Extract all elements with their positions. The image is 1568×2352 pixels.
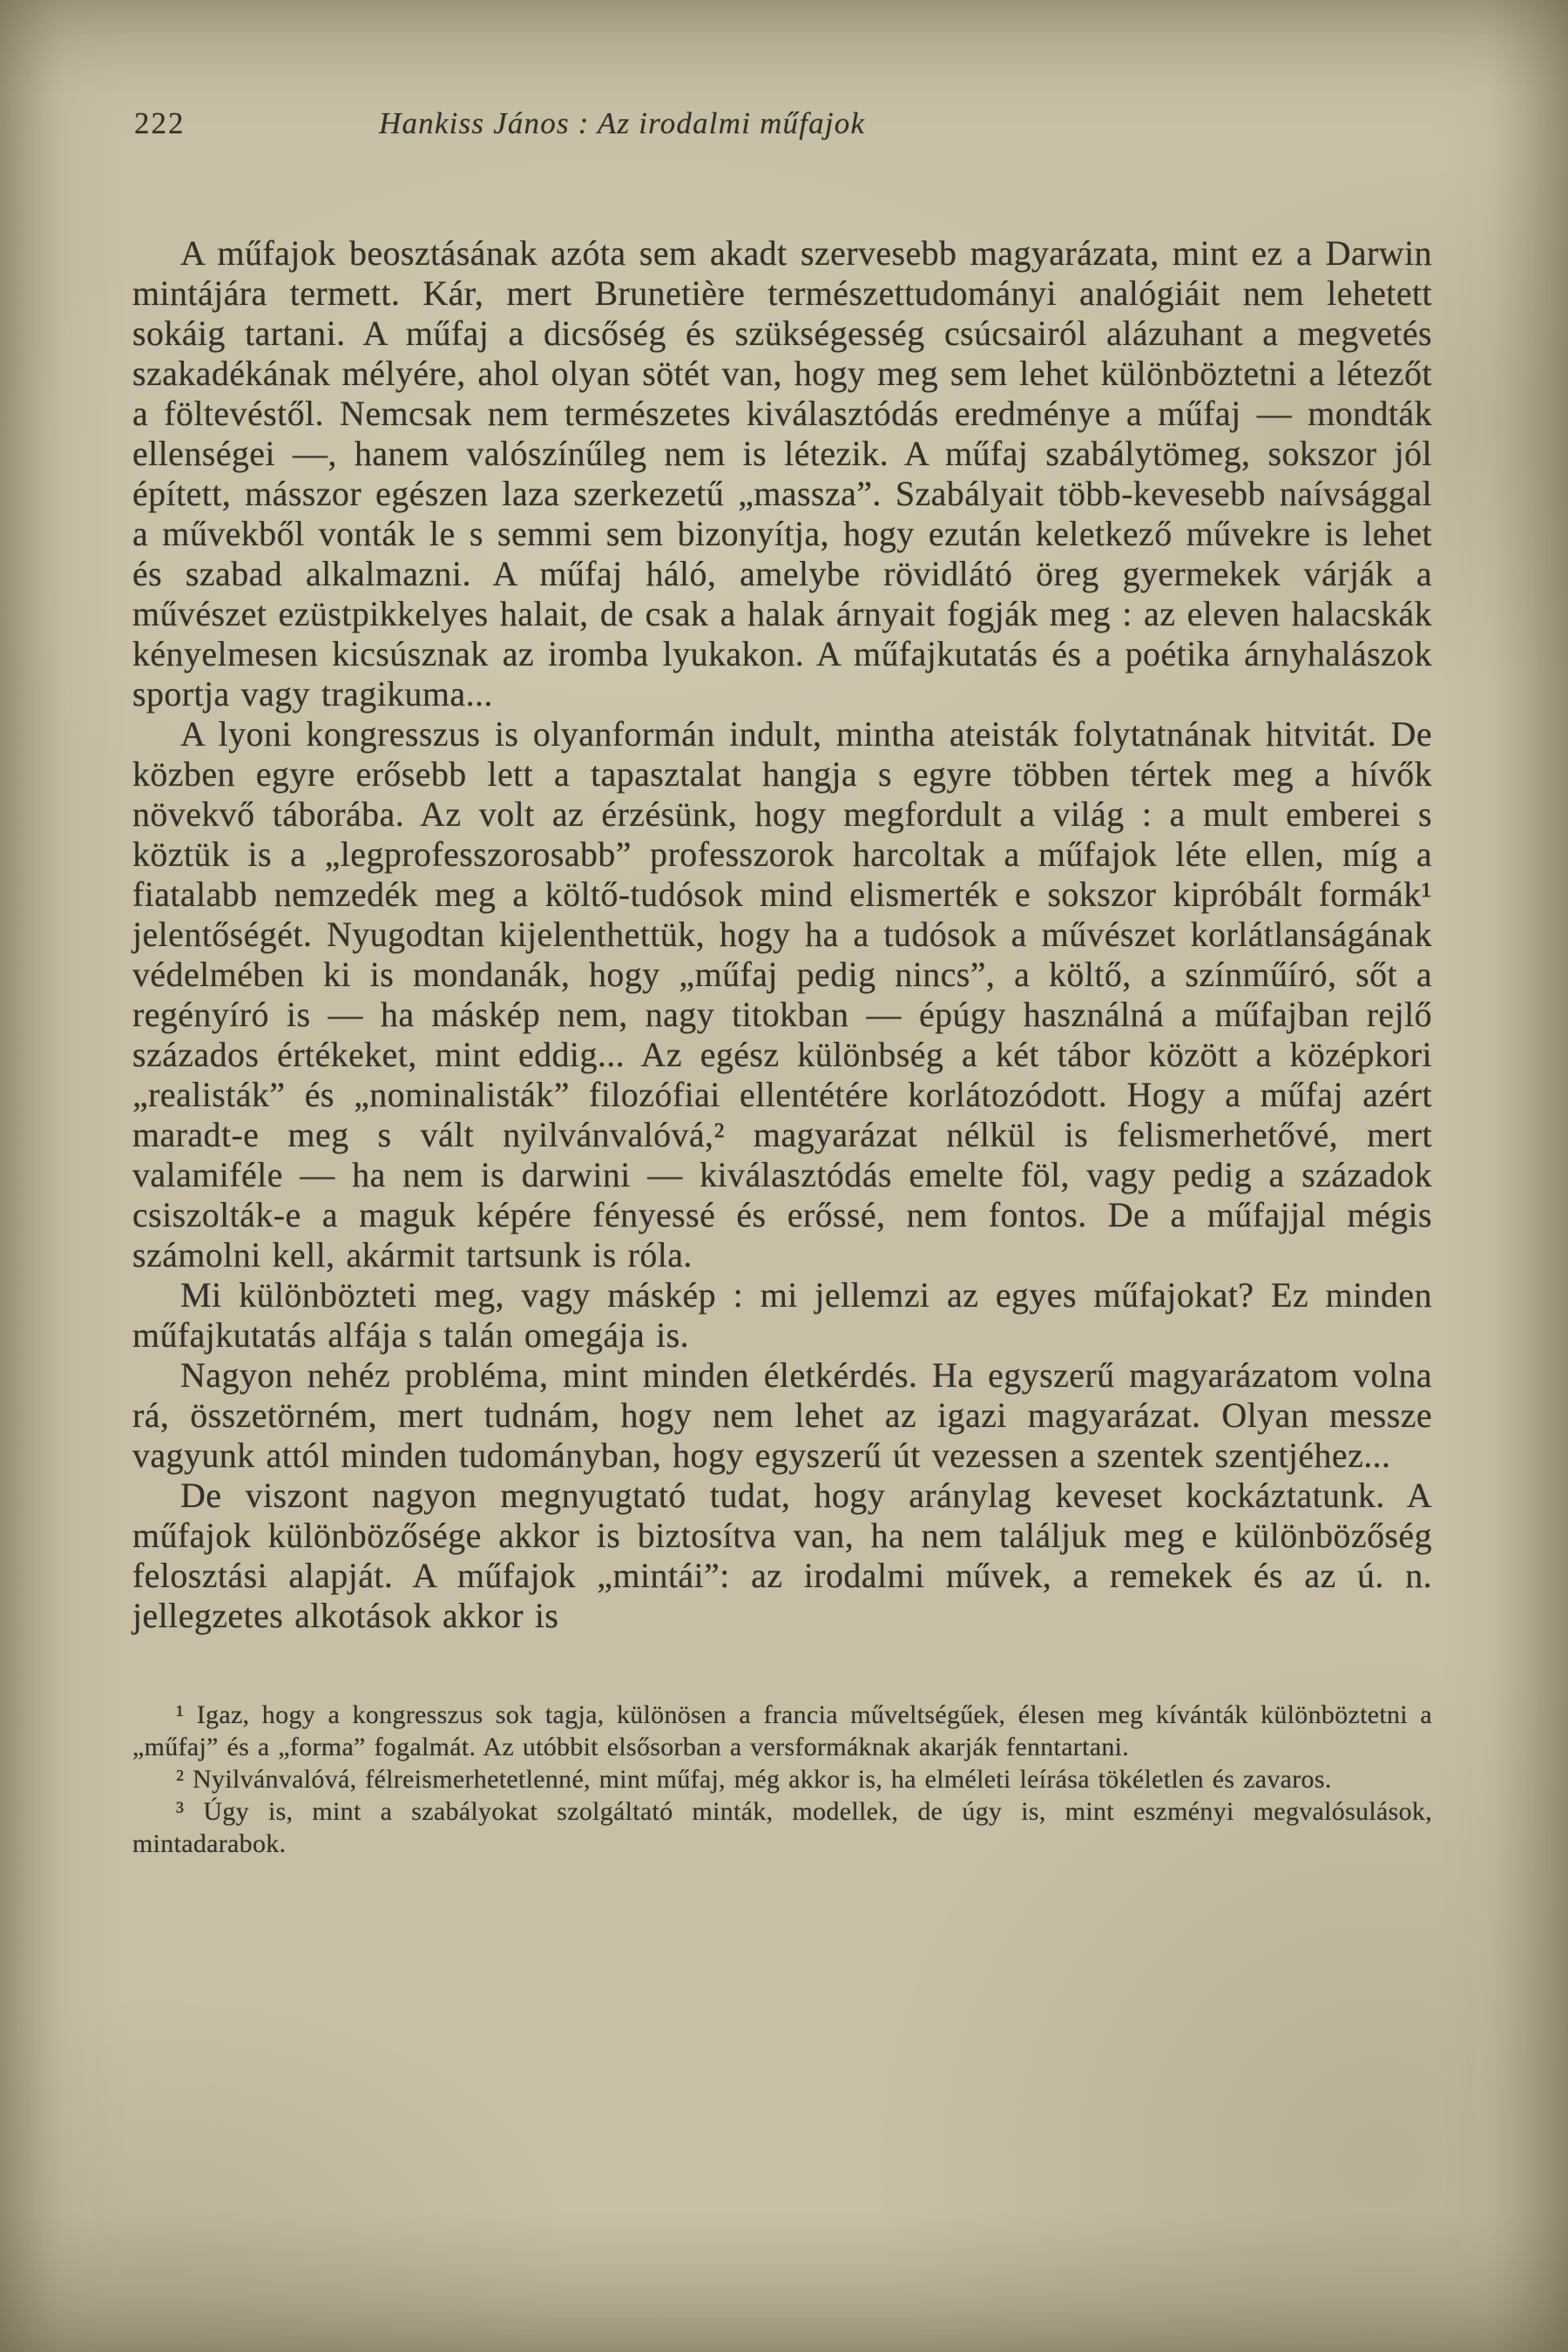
- footnote: ² Nyilvánvalóvá, félreismerhetetlenné, mint műfaj, még akkor is, ha elméleti leírása tökéletlen és zavaros.: [176, 1765, 1332, 1794]
- paragraph: Nagyon nehéz probléma, mint minden életkérdés. Ha egyszerű magyarázatom volna rá, összetörném, mert tudnám, hogy nem lehet az igazi magyarázat. Olyan messze vagyunk attól minden tudományban, hogy egyszerű út vezessen a szentek szentjéhez...: [132, 1355, 1432, 1475]
- paragraph: De viszont nagyon megnyugtató tudat, hogy aránylag keveset kockáztatunk. A műfajok különbözősége akkor is biztosítva van, ha nem találjuk meg e különbözőség felosztási alapját. A műfajok „mintái”: az irodalmi művek, a remekek és az ú. n. jellegzetes alkotások akkor is: [132, 1476, 1432, 1635]
- footnotes: [132, 1699, 1432, 1860]
- footnote: ³ Úgy is, mint a szabályokat szolgáltató minták, modellek, de úgy is, mint eszményi megvalósulások, mintadarabok.: [132, 1797, 1432, 1858]
- paragraph: A lyoni kongresszus is olyanformán indult, mintha ateisták folytatnának hitvitát. De közben egyre erősebb lett a tapasztalat hangja s egyre többen tértek meg a hívők növekvő táborába. Az volt az érzésünk, hogy megfordult a világ : a mult emberei s köztük is a „legprofesszorosabb” professzorok harcoltak a műfajok léte ellen, míg a fiatalabb nemzedék meg a költő-tudósok mind elismerték e sokszor kipróbált formák¹ jelentőségét. Nyugodtan kijelenthettük, hogy ha a tudósok a művészet korlátlanságának védelmében ki is mondanák, hogy „műfaj pedig nincs”, a költő, a színműíró, sőt a regényíró is — ha máskép nem, nagy titokban — épúgy használná a műfajban rejlő százados értékeket, mint eddig... Az egész különbség a két tábor között a középkori „realisták” és „nominalisták” filozófiai ellentétére korlátozódott. Hogy a műfaj azért maradt-e meg s vált nyilvánvalóvá,² magyarázat nélkül is felismerhetővé, mert valamiféle — ha nem is darwini — kiválasztódás emelte föl, vagy pedig a századok csiszolták-e a maguk képére fényessé és erőssé, nem fontos. De a műfajjal mégis számolni kell, akármit tartsunk is róla.: [132, 714, 1432, 1274]
- page-number: 222: [134, 106, 186, 140]
- paragraph: A műfajok beosztásának azóta sem akadt szervesebb magyarázata, mint ez a Darwin mintájára termett. Kár, mert Brunetière természettudományi analógiáit nem lehetett sokáig tartani. A műfaj a dicsőség és szükségesség csúcsairól alázuhant a megvetés szakadékának mélyére, ahol olyan sötét van, hogy meg sem lehet különböztetni a létezőt a föltevéstől. Nemcsak nem természetes kiválasztódás eredménye a műfaj — mondták ellenségei —, hanem valószínűleg nem is létezik. A műfaj szabálytömeg, sokszor jól épített, másszor egészen laza szerkezetű „massza”. Szabályait több-kevesebb naívsággal a művekből vonták le s semmi sem bizonyítja, hogy ezután keletkező művekre is lehet és szabad alkalmazni. A műfaj háló, amelybe rövidlátó öreg gyermekek várják a művészet ezüstpikkelyes halait, de csak a halak árnyait fogják meg : az eleven halacskák kényelmesen kicsúsznak az iromba lyukakon. A műfajkutatás és a poétika árnyhalászok sportja vagy tragikuma...: [132, 233, 1432, 713]
- text-column: [132, 106, 1432, 1860]
- paragraph: Mi különbözteti meg, vagy máskép : mi jellemzi az egyes műfajokat? Ez minden műfajkutatás alfája s talán omegája is.: [132, 1275, 1432, 1355]
- footnote: ¹ Igaz, hogy a kongresszus sok tagja, különösen a francia műveltségűek, élesen meg kívánták különböztetni a „műfaj” és a „forma” fogalmát. Az utóbbit elsősorban a versformáknak akarják fenntartani.: [132, 1700, 1432, 1761]
- running-head: [132, 106, 1432, 148]
- running-header-title: Hankiss János : Az irodalmi műfajok: [379, 106, 866, 140]
- body-text: [132, 233, 1432, 1636]
